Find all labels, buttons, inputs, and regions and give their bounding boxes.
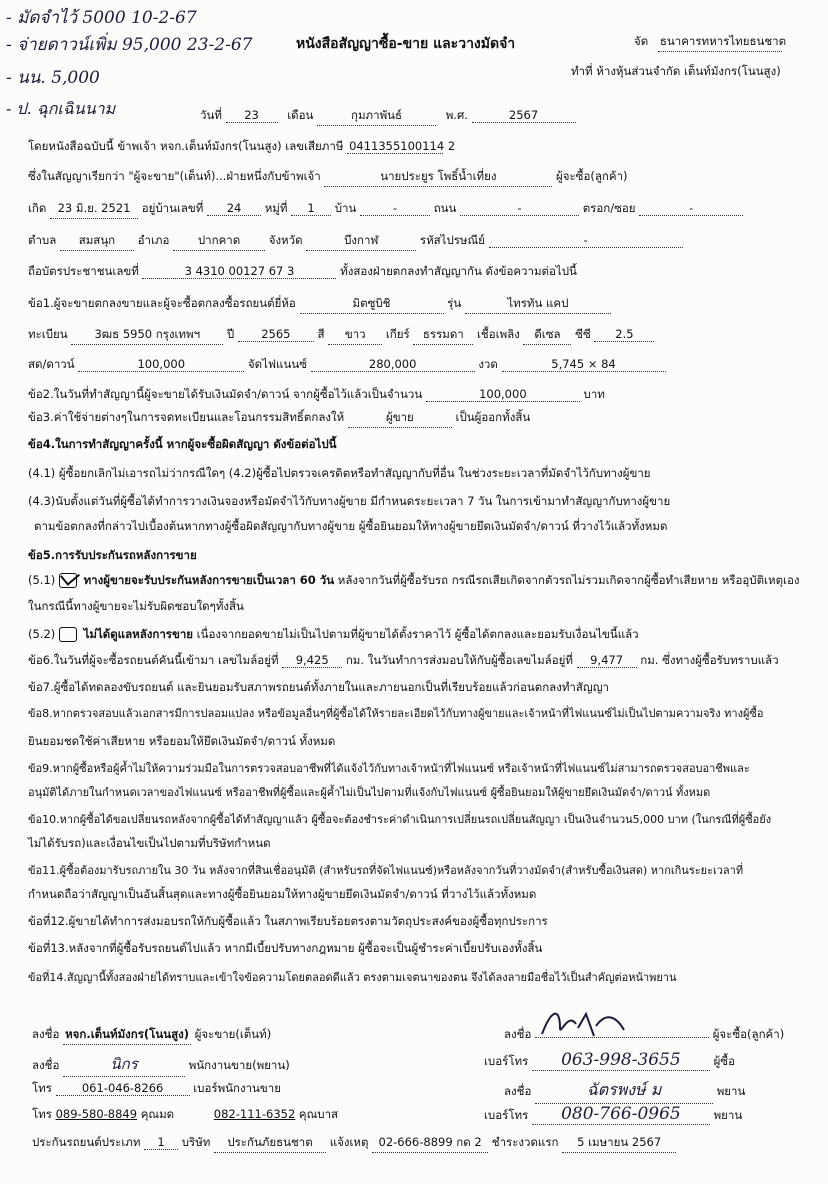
contact-phone-2: 082-111-6352 <box>213 1107 296 1121</box>
witness-phone-label: เบอร์โทร <box>484 1108 529 1122</box>
vehicle-cc: 2.5 <box>594 327 654 342</box>
place-value: ห้างหุ้นส่วนจำกัด เต็นท์มังกร(โนนสูง) <box>596 64 781 78</box>
vehicle-year: 2565 <box>238 327 314 342</box>
clause10a: ข้อ10.หากผู้ซื้อได้ขอเปลี่ยนรถหลังจากผู้ซื้อได้ทำสัญญาแล้ว ผู้ซื้อจะต้องชำระค่าดำเนินการเปลี่ยนรถเปลี่ยนสัญญา เป็นเงินจำนวน5,000 บาท (ในกรณีที่ผู้ซื้อยัง <box>28 813 772 826</box>
insurance-line <box>32 1134 676 1153</box>
buyer-phone-label: เบอร์โทร <box>484 1054 529 1068</box>
house-value: 24 <box>207 201 261 216</box>
id-value: 3 4310 00127 67 3 <box>142 264 336 279</box>
postcode-value: - <box>489 233 683 248</box>
amphoe-label: อำเภอ <box>137 233 170 247</box>
year-label: พ.ศ. <box>445 108 468 122</box>
intro-text: โดยหนังสือฉบับนี้ ข้าพเจ้า หจก.เต็นท์มังกร(โนนสูง) เลขเสียภาษี <box>28 139 344 153</box>
tambon-value: สมสนุก <box>60 232 134 251</box>
clause2-text: ข้อ2.ในวันที่ทำสัญญานี้ผู้จะขายได้รับเงินมัดจำ/ดาวน์ จากผู้ซื้อไว้แล้วเป็นจำนวน <box>28 387 423 401</box>
insurance-notify: 02-666-8899 กด 2 <box>372 1134 488 1153</box>
witness-phone-role: พยาน <box>713 1108 743 1122</box>
house-label: อยู่บ้านเลขที่ <box>141 201 204 215</box>
clause5-1-number: (5.1) <box>28 573 56 587</box>
witness-sign: ฉัตรพงษ์ ม <box>535 1078 713 1104</box>
buyer-name: นายประยูร โพธิ์น้ำเที่ยง <box>324 168 552 187</box>
color-label: สี <box>317 327 325 341</box>
clause11a: ข้อ11.ผู้ซื้อต้องมารับรถภายใน 30 วัน หลังจากที่สินเชื่ออนุมัติ (สำหรับรถที่จัดไฟแนนซ์)หรือหลังจากวันที่วางมัดจำ(สำหรับซื้อเงินสด) หากเกินระยะเวลาที่ <box>28 864 744 877</box>
tax-id: 0411355100114 2 <box>349 139 456 153</box>
buyer-phone: 063-998-3655 <box>532 1050 710 1071</box>
to-label: จัด <box>634 34 649 48</box>
vehicle-reg: 3ฒธ 5950 กรุงเทพฯ <box>71 326 223 345</box>
clause5-2-number: (5.2) <box>28 627 56 641</box>
vehicle-fuel: ดีเซล <box>523 326 571 345</box>
staff-sign-label: ลงชื่อ <box>32 1058 60 1072</box>
buyer-signature <box>538 1006 630 1042</box>
day-value: 23 <box>226 108 278 123</box>
district-line <box>28 232 683 251</box>
contact-phones-line <box>32 1106 338 1124</box>
clause12: ข้อที่12.ผู้ขายได้ทำการส่งมอบรถให้กับผู้ซื้อแล้ว ในสภาพเรียบร้อยตรงตามวัตถุประสงค์ของผู้ซื้อทุกประการ <box>28 914 548 928</box>
clause13: ข้อที่13.หลังจากที่ผู้ซื้อรับรถยนต์ไปแล้ว หากมีเบี้ยปรับทางกฎหมาย ผู้ซื้อจะเป็นผู้ชำระค่าเบี้ยปรับเองทั้งสิ้น <box>28 941 543 955</box>
clause6-text: ข้อ6.ในวันที่ผู้จะซื้อรถยนต์คันนี้เข้ามา เลขไมล์อยู่ที่ <box>28 653 279 667</box>
vehicle-brand-line <box>28 295 611 314</box>
margin-note-amount: - นน. 5,000 <box>6 68 100 88</box>
clause5-1b: ในกรณีนี้ทางผู้ขายจะไม่รับผิดชอบใดๆทั้งสิ้น <box>28 599 244 613</box>
vehicle-model: ไทรทัน แคป <box>465 295 611 314</box>
witness-role: พยาน <box>716 1084 746 1098</box>
staff-sign-line <box>32 1052 290 1077</box>
contact-phone-1: 089-580-8849 <box>55 1107 138 1121</box>
to-value: ธนาคารทหารไทยธนชาต <box>658 33 782 52</box>
clause8b: ยินยอมชดใช้ค่าเสียหาย หรือยอมให้ยึดเงินมัดจำ/ดาวน์ ทั้งหมด <box>28 734 336 748</box>
clause8a: ข้อ8.หากตรวจสอบแล้วเอกสารมีการปลอมแปลง หรือข้อมูลอื่นๆที่ผู้ซื้อได้ให้รายละเอียดไว้กับทางผู้ขายและเจ้าหน้าที่ไฟแนนซ์ไม่เป็นไปตามความจริง ทางผู้ซื้อ <box>28 707 764 720</box>
insurance-notify-label: แจ้งเหตุ <box>329 1135 369 1149</box>
down-value: 100,000 <box>78 357 244 372</box>
clause3 <box>28 409 530 428</box>
witness-sign-label: ลงชื่อ <box>504 1084 532 1098</box>
seller-sign: หจก.เต็นท์มังกร(โนนสูง) <box>63 1026 191 1045</box>
soi-value: - <box>639 201 743 216</box>
contact-name-1: คุณมด <box>140 1107 175 1121</box>
installment-value: 5,745 × 84 <box>502 357 666 372</box>
clause11b: กำหนดถือว่าสัญญาเป็นอันสิ้นสุดและทางผู้ซื้อยินยอมให้ทางผู้ขายยึดเงินมัดจำ/ดาวน์ ที่วางไว้แล้วทั้งหมด <box>28 887 537 901</box>
clause4-3b: ตามข้อตกลงที่กล่าวไปเบื้องต้นหากทางผู้ซื้อผิดสัญญากับทางผู้ขาย ผู้ซื้อยินยอมให้ทางผู้ขายยึดเงินมัดจำ/ดาวน์ ที่วางไว้แล้วทั้งหมด <box>34 519 668 533</box>
staff-sign: นิกร <box>63 1052 185 1077</box>
staff-phone-line <box>32 1080 281 1098</box>
buyer-line <box>28 168 628 187</box>
clause4-3a: (4.3)นับตั้งแต่วันที่ผู้ซื้อได้ทำการวางเงินจองหรือมัดจำไว้กับทางผู้ขาย มีกำหนดระยะเวลา 7 วัน ในการเข้ามาทำสัญญากับทางผู้ขาย <box>28 494 671 508</box>
insurance-type-label: ประกันรถยนต์ประเภท <box>32 1135 141 1149</box>
clause6 <box>28 652 779 670</box>
clause5-1-bold: ทางผู้ขายจะรับประกันหลังการขายเป็นเวลา 60 วัน <box>83 573 335 587</box>
clause5-heading: ข้อ5.การรับประกันรถหลังการขาย <box>28 548 197 562</box>
clause5-2-bold: ไม่ได้ดูแลหลังการขาย <box>83 627 194 641</box>
insurance-type: 1 <box>144 1135 178 1150</box>
clause7: ข้อ7.ผู้ซื้อได้ทดลองขับรถยนต์ และยินยอมรับสภาพรถยนต์ทั้งภายในและภายนอกเป็นที่เรียบร้อยแล้วก่อนตกลงทำสัญญา <box>28 680 609 694</box>
born-value: 23 มิ.ย. 2521 <box>50 200 138 219</box>
fuel-label: เชื้อเพลิง <box>477 327 520 341</box>
no-warranty-checkbox[interactable] <box>59 627 77 642</box>
tambon-label: ตำบล <box>28 233 57 247</box>
place-line <box>571 63 781 81</box>
clause2-amount: 100,000 <box>426 387 580 402</box>
clause5-1-rest: หลังจากวันที่ผู้ซื้อรับรถ กรณีรถเสียเกิดจากตัวรถไม่รวมเกิดจากผู้ซื้อทำเสียหาย หรืออุบัติเหตุเอง <box>334 573 800 587</box>
id-suffix: ทั้งสองฝ่ายตกลงทำสัญญากัน ดังข้อความต่อไปนี้ <box>340 264 577 278</box>
staff-role: พนักงานขาย(พยาน) <box>188 1058 290 1072</box>
clause14: ข้อที่14.สัญญานี้ทั้งสองฝ่ายได้ทราบและเข้าใจข้อความโดยตลอดดีแล้ว ตรงตามเจตนาของตน จึงได้ลงลายมือชื่อไว้เป็นสำคัญต่อหน้าพยาน <box>28 971 677 984</box>
intro-line <box>28 138 456 156</box>
clause4-heading: ข้อ4.ในการทำสัญญาครั้งนี้ หากผู้จะซื้อผิดสัญญา ดังข้อต่อไปนี้ <box>28 437 337 451</box>
month-label: เดือน <box>287 108 314 122</box>
insurance-company: ประกันภัยธนชาต <box>214 1134 326 1153</box>
margin-note-emergency: - ป. ฉุกเฉินนาม <box>6 99 116 118</box>
staff-phone-role: เบอร์พนักงานขาย <box>193 1081 281 1095</box>
clause6-rest: กม. ซึ่งทางผู้ซื้อรับทราบแล้ว <box>640 653 779 667</box>
to-line <box>634 33 787 52</box>
clause2 <box>28 386 605 404</box>
first-payment: 5 เมษายน 2567 <box>562 1134 676 1153</box>
margin-note-deposit: - มัดจำไว้ 5000 10-2-67 <box>6 8 197 28</box>
contact-phone-label: โทร <box>32 1107 52 1121</box>
village-label: บ้าน <box>334 201 357 215</box>
mileage-out: 9,477 <box>577 653 637 668</box>
reg-label: ทะเบียน <box>28 327 68 341</box>
province-value: บึงกาฬ <box>306 232 416 251</box>
vehicle-price-line <box>28 356 666 374</box>
buyer-role: ผู้จะซื้อ(ลูกค้า) <box>712 1027 785 1041</box>
finance-value: 280,000 <box>311 357 475 372</box>
clause4-1: (4.1) ผู้ซื้อยกเลิกไม่เอารถไม่ว่ากรณีใดๆ (4.2)ผู้ซื้อไปตรวจเครดิตหรือทำสัญญากับที่อื่น ในช่วงระยะเวลาที่มัดจำไว้กับทางผู้ขาย <box>28 466 651 480</box>
id-label: ถือบัตรประชาชนเลขที่ <box>28 264 139 278</box>
document-title: หนังสือสัญญาซื้อ-ขาย และวางมัดจำ <box>296 36 516 52</box>
moo-value: 1 <box>291 201 331 216</box>
seller-role: ผู้จะขาย(เต็นท์) <box>194 1027 272 1041</box>
road-label: ถนน <box>433 201 457 215</box>
vehicle-brand: มิตซูบิชิ <box>300 295 444 314</box>
birth-address-line <box>28 200 743 219</box>
witness-phone: 080-766-0965 <box>532 1104 710 1125</box>
buyer-called: ผู้จะซื้อ(ลูกค้า) <box>556 169 628 183</box>
month-value: กุมภาพันธ์ <box>317 107 436 126</box>
clause10b: ไม่ได้รับรถ)และเงื่อนไขเป็นไปตามที่บริษัทกำหนด <box>28 836 271 850</box>
moo-label: หมู่ที่ <box>264 201 288 215</box>
seller-called: ซึ่งในสัญญาเรียกว่า "ผู้จะขาย"(เต็นท์)...ฝ่ายหนึ่งกับข้าพเจ้า <box>28 169 321 183</box>
seller-sign-label: ลงชื่อ <box>32 1027 60 1041</box>
clause9a: ข้อ9.หากผู้ซื้อหรือผู้ค้ำไม่ให้ความร่วมมือในการตรวจสอบอาชีพที่ได้แจ้งไว้กับทางเจ้าหน้าที่ไฟแนนซ์ หรือเจ้าหน้าที่ไฟแนนซ์ไม่สามารถตรวจสอบอาชีพและ <box>28 762 750 775</box>
clause3-rest: เป็นผู้ออกทั้งสิ้น <box>455 410 531 424</box>
province-label: จังหวัด <box>268 233 303 247</box>
soi-label: ตรอก/ซอย <box>582 201 636 215</box>
vehicle-color: ขาว <box>328 326 382 345</box>
id-card-line <box>28 263 577 281</box>
road-value: - <box>460 201 579 216</box>
postcode-label: รหัสไปรษณีย์ <box>419 233 485 247</box>
gear-label: เกียร์ <box>385 327 410 341</box>
clause9b: อนุมัติได้ภายในกำหนดเวลาของไฟแนนซ์ หรืออาชีพที่ผู้ซื้อและผู้ค้ำไม่เป็นไปตามที่แจ้งกับไฟแนนซ์ ผู้ซื้อยินยอมให้ผู้ขายยึดเงินมัดจำ/ดาวน์ ทั้งหมด <box>28 786 711 799</box>
buyer-phone-line <box>484 1050 735 1071</box>
vyear-label: ปี <box>226 327 235 341</box>
contact-name-2: คุณบาส <box>298 1107 339 1121</box>
clause6-mid: กม. ในวันทำการส่งมอบให้กับผู้ซื้อเลขไมล์อยู่ที่ <box>345 653 573 667</box>
buyer-sign-label: ลงชื่อ <box>504 1027 532 1041</box>
clause1-label: ข้อ1.ผู้จะขายตกลงขายและผู้จะซื้อตกลงซื้อรถยนต์ยี่ห้อ <box>28 296 296 310</box>
vehicle-reg-line <box>28 326 654 345</box>
buyer-phone-role: ผู้ซื้อ <box>713 1054 736 1068</box>
finance-label: จัดไฟแนนซ์ <box>247 357 307 371</box>
model-label: รุ่น <box>447 296 462 310</box>
down-label: สด/ดาวน์ <box>28 357 75 371</box>
witness-sign-line <box>504 1078 745 1104</box>
clause5-2 <box>28 626 639 644</box>
installment-label: งวด <box>478 357 498 371</box>
amphoe-value: ปากคาด <box>173 232 265 251</box>
witness-phone-line <box>484 1104 742 1125</box>
warranty-checkbox[interactable] <box>59 573 77 588</box>
cc-label: ซีซี <box>575 327 591 341</box>
clause3-who: ผู้ขาย <box>348 409 452 428</box>
first-payment-label: ชำระงวดแรก <box>491 1135 559 1149</box>
born-label: เกิด <box>28 201 47 215</box>
staff-phone: 061-046-8266 <box>56 1081 190 1096</box>
insurance-company-label: บริษัท <box>181 1135 211 1149</box>
margin-note-extra-down: - จ่ายดาวน์เพิ่ม 95,000 23-2-67 <box>6 35 253 55</box>
place-label: ทำที่ <box>571 64 593 78</box>
clause2-unit: บาท <box>583 387 605 401</box>
vehicle-gear: ธรรมดา <box>413 326 473 345</box>
mileage-in: 9,425 <box>282 653 342 668</box>
date-line <box>200 107 576 126</box>
day-label: วันที่ <box>200 108 222 122</box>
year-value: 2567 <box>472 108 576 123</box>
seller-sign-line <box>32 1026 271 1045</box>
clause3-text: ข้อ3.ค่าใช้จ่ายต่างๆในการจดทะเบียนและโอนกรรมสิทธิ์ตกลงให้ <box>28 410 345 424</box>
staff-phone-label: โทร <box>32 1081 52 1095</box>
village-value: - <box>360 201 430 216</box>
clause5-1 <box>28 572 800 590</box>
clause5-2-rest: เนื่องจากยอดขายไม่เป็นไปตามที่ผู้ขายได้ตั้งราคาไว้ ผู้ซื้อได้ตกลงและยอมรับเงื่อนไขนี้แล้ว <box>193 627 639 641</box>
